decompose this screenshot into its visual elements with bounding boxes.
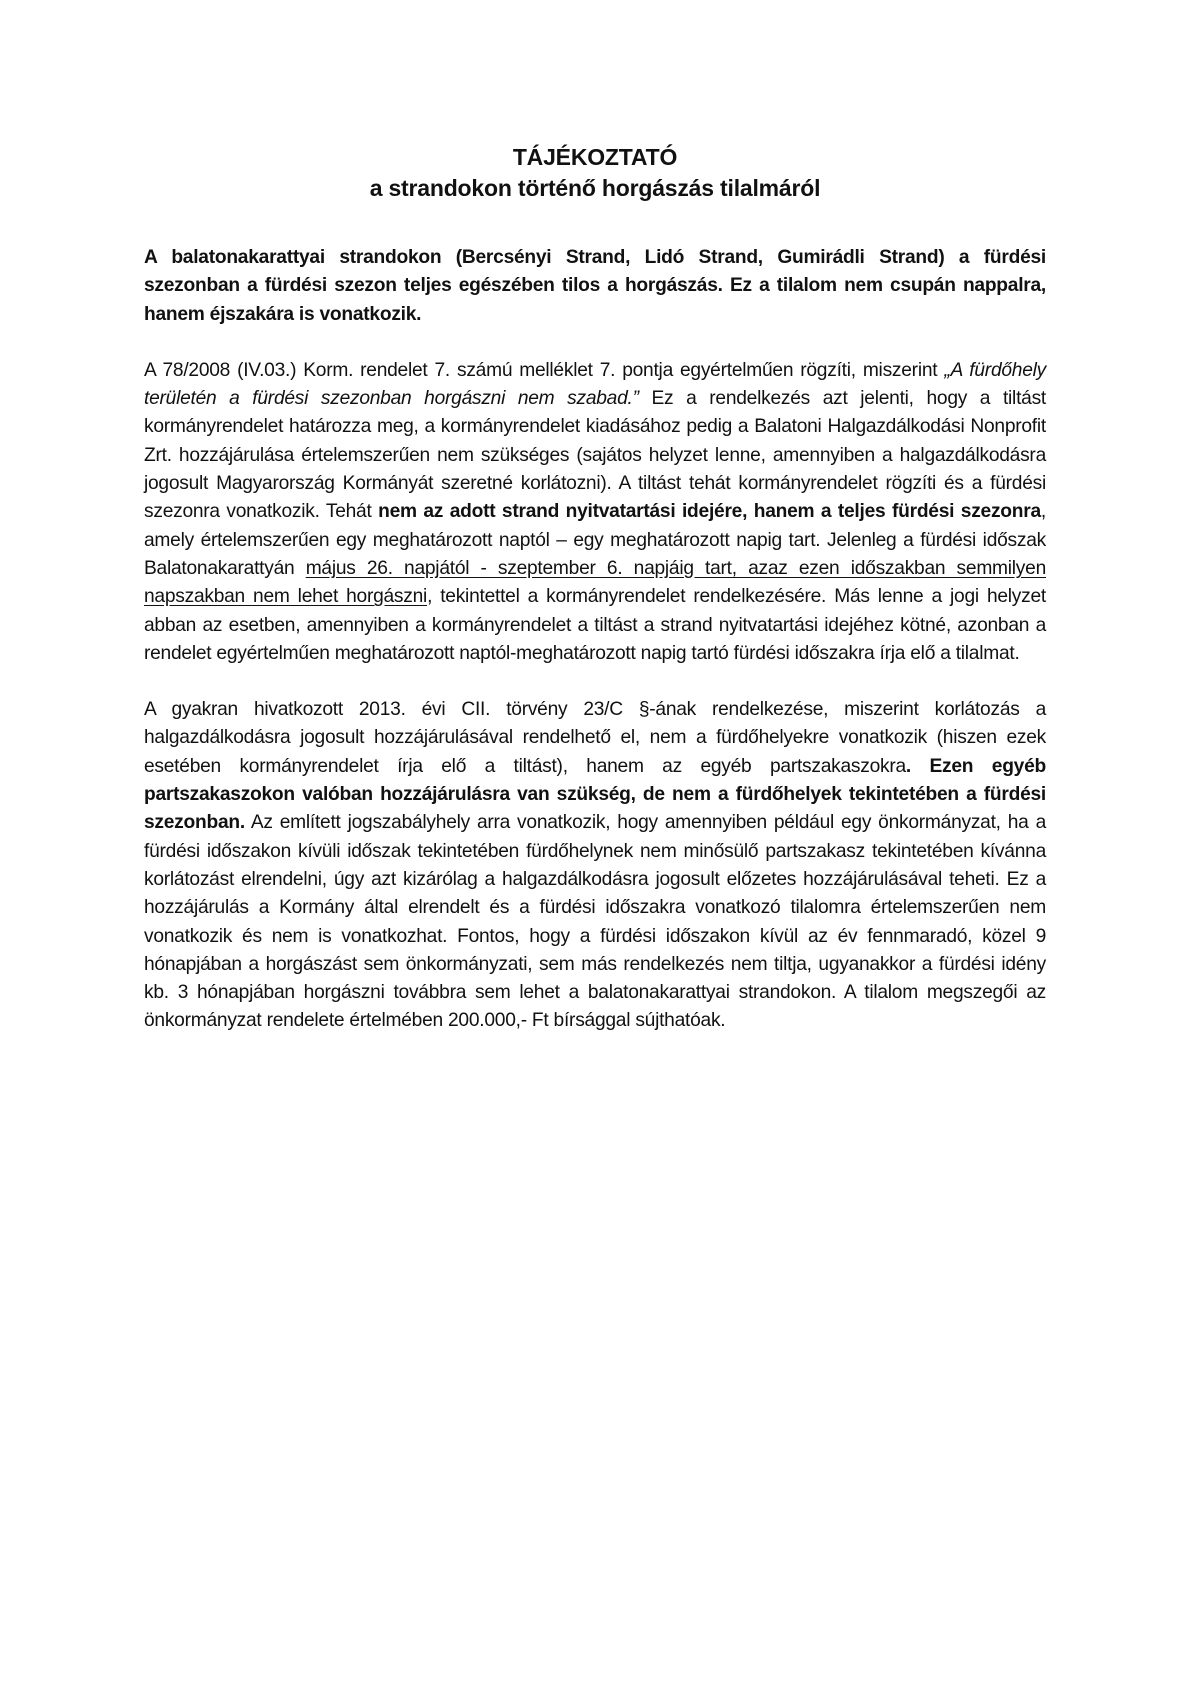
title-block (144, 142, 1046, 204)
p2-text-3: , amely értelemszerűen egy meghatározott naptól – egy meghatározott napig tart. Jelenleg a fürdési időszak Balatonakarattyán (144, 501, 1046, 579)
legal-basis-paragraph (144, 357, 1046, 668)
p2-emphasis: nem az adott strand nyitvatartási idejére, hanem a teljes fürdési szezonra (378, 501, 1041, 523)
law-reference-paragraph (144, 696, 1046, 1036)
p3-text-1: A gyakran hivatkozott 2013. évi CII. törvény 23/C §-ának rendelkezése, miszerint korlátozás a halgazdálkodásra jogosult hozzájárulásával rendelhető el, nem a fürdőhelyekre vonatkozik (hiszen ezek esetében kormányrendelet írja elő a tiltást), hanem az egyéb partszakaszokra (144, 699, 1046, 777)
p2-quote: „A fürdőhely területén a fürdési szezonban horgászni nem szabad.” (144, 359, 1046, 410)
document-title: TÁJÉKOZTATÓ (512, 144, 678, 170)
document-page (144, 142, 1046, 1036)
p3-text-2: Az említett jogszabályhely arra vonatkozik, hogy amennyiben például egy önkormányzat, ha a fürdési időszakon kívüli időszak tekintetében fürdőhelynek nem minősülő partszakasz tekintetében kívánna korlátozást elrendelni, úgy azt kizárólag a halgazdálkodásra jogosult előzetes hozzájárulásával teheti. Ez a hozzájárulás a Kormány által elrendelt és a fürdési időszakra vonatkozó tilalomra értelemszerűen nem vonatkozik és nem is vonatkozhat. Fontos, hogy a fürdési időszakon kívül az év fennmaradó, közel 9 hónapjában a horgászást sem önkormányzati, sem más rendelkezés nem tiltja, ugyanakkor a fürdési idény kb. 3 hónapjában horgászni továbbra sem lehet a balatonakarattyai strandokon. A tilalom megszegői az önkormányzat rendelete értelmében 200.000,- Ft bírsággal sújthatóak. (144, 812, 1046, 1032)
p2-text-1: A 78/2008 (IV.03.) Korm. rendelet 7. számú melléklet 7. pontja egyértelműen rögzíti, miszerint (144, 359, 945, 381)
p2-text-2: Ez a rendelkezés azt jelenti, hogy a tiltást kormányrendelet határozza meg, a kormányrendelet kiadásához pedig a Balatoni Halgazdálkodási Nonprofit Zrt. hozzájárulása értelemszerűen nem szükséges (sajátos helyzet lenne, amennyiben a halgazdálkodásra jogosult Magyarország Kormányát szeretné korlátozni). A tiltást tehát kormányrendelet rögzíti és a fürdési szezonra vonatkozik. Tehát (144, 388, 1046, 523)
p2-text-4: , tekintettel a kormányrendelet rendelkezésére. Más lenne a jogi helyzet abban az esetben, amennyiben a kormányrendelet a tiltást a strand nyitvatartási idejéhez kötné, azonban a rendelet egyértelműen meghatározott naptól-meghatározott napig tartó fürdési időszakra írja elő a tilalmat. (144, 586, 1046, 664)
document-subtitle: a strandokon történő horgászás tilalmáról (369, 175, 821, 201)
intro-paragraph: A balatonakarattyai strandokon (Bercsényi Strand, Lidó Strand, Gumirádli Strand) a fürdési szezonban a fürdési szezon teljes egészében tilos a horgászás. Ez a tilalom nem csupán nappalra, hanem éjszakára is vonatkozik. (144, 247, 1046, 325)
p3-emphasis: . Ezen egyéb partszakaszokon valóban hozzájárulásra van szükség, de nem a fürdőhelyek tekintetében a fürdési szezonban. (144, 755, 1046, 834)
p2-season-dates: május 26. napjától - szeptember 6. napjáig tart, azaz ezen időszakban semmilyen napszakban nem lehet horgászni (144, 557, 1046, 608)
